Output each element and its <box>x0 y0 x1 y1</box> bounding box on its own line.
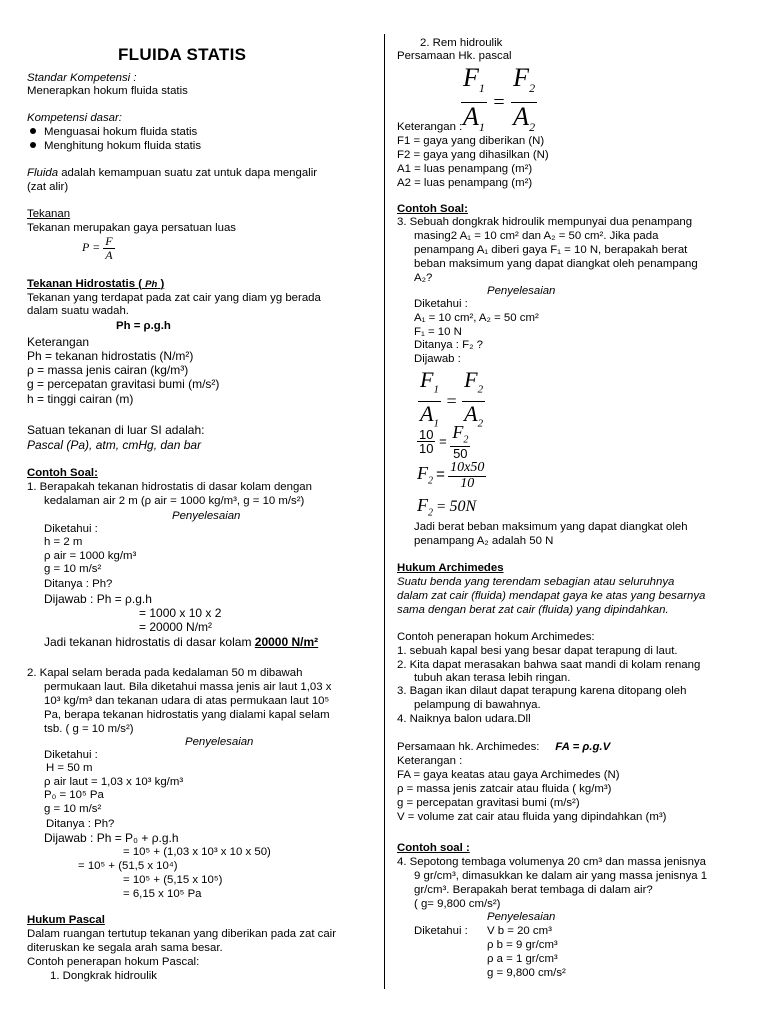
question-4: 4. Sepotong tembaga volumenya 20 cm³ dan massa jenisnya <box>397 856 706 868</box>
q1-diketahui: Diketahui : <box>44 523 98 535</box>
pascal-formula: $\frac{F_1}{A_1}$ = $\frac{F_2}{A_2}$ <box>463 63 536 135</box>
q2-step: = 10⁵ + (51,5 x 10⁴) <box>78 860 178 872</box>
archimedes-item-cont: pelampung di bawahnya. <box>414 699 541 711</box>
question-2-cont: 10³ kg/m³ dan tekanan udara di atas permukaan laut 10⁵ <box>44 695 330 707</box>
question-3: 3. Sebuah dongkrak hidroulik mempunyai dua penampang <box>397 216 693 228</box>
q3-areas: A₁ = 10 cm², A₂ = 50 cm² <box>414 312 539 324</box>
satuan-list: Pascal (Pa), atm, cmHg, dan bar <box>27 438 202 452</box>
column-divider <box>384 34 385 989</box>
archimedes-keterangan-line: ρ = massa jenis zatcair atau fluida ( kg/m³) <box>397 783 612 795</box>
q3-answer-cont: penampang A₂ adalah 50 N <box>414 535 554 547</box>
question-1: 1. Berapakah tekanan hidrostatis di dasar kolam dengan <box>27 481 312 493</box>
keterangan-line: g = percepatan gravitasi bumi (m/s²) <box>27 377 220 391</box>
q1-step: = 20000 N/m² <box>139 620 213 634</box>
question-3-cont: masing2 A₁ = 10 cm² dan A₂ = 50 cm². Jika pada <box>414 230 659 242</box>
q3-result: $F_2 = 50N$ <box>417 495 477 519</box>
fluida-definition-cont: (zat alir) <box>27 181 69 193</box>
q2-g: g = 10 m/s² <box>44 803 102 815</box>
archimedes-item: 2. Kita dapat merasakan bahwa saat mandi di kolam renang <box>397 659 701 671</box>
question-2-cont: Pa, berapa tekanan hidrostatis yang dialami kapal selam <box>44 709 330 721</box>
contoh-soal-heading: Contoh Soal: <box>397 203 468 215</box>
q2-step: = 6,15 x 10⁵ Pa <box>123 888 202 900</box>
q1-rho: ρ air = 1000 kg/m³ <box>44 550 137 562</box>
q3-dijawab: Dijawab : <box>414 353 461 365</box>
q3-force: F₁ = 10 N <box>414 326 462 338</box>
archimedes-def-cont: sama dengan berat zat cair (fluida) yang dipindahkan. <box>397 604 669 616</box>
question-3-cont: penampang A₁ diberi gaya F₁ = 10 N, berapakah berat <box>414 244 688 256</box>
archimedes-item: 1. sebuah kapal besi yang besar dapat terapung di laut. <box>397 645 678 657</box>
q2-p0: P₀ = 10⁵ Pa <box>44 789 104 801</box>
q4-rho-b: ρ b = 9 gr/cm³ <box>487 939 558 951</box>
q2-dijawab: Dijawab : Ph = P₀ + ρ.g.h <box>44 831 179 845</box>
tekanan-heading: Tekanan <box>27 208 71 220</box>
q3-formula-pascal: $\frac{F_1}{A_1}$ = $\frac{F_2}{A_2}$ <box>420 367 484 430</box>
q3-answer: Jadi berat beban maksimum yang dapat diangkat oleh <box>414 521 688 533</box>
pascal-def: Dalam ruangan tertutup tekanan yang diberikan pada zat cair <box>27 928 337 940</box>
keterangan-line: h = tinggi cairan (m) <box>27 392 134 406</box>
pascal-keterangan-line: A1 = luas penampang (m²) <box>397 163 533 175</box>
question-2-cont: tsb. ( g = 10 m/s²) <box>44 723 134 735</box>
question-3-cont: beban maksimum yang dapat diangkat oleh penampang <box>414 258 698 270</box>
satuan-text: Satuan tekanan di luar SI adalah: <box>27 423 205 437</box>
q4-rho-a: ρ a = 1 gr/cm³ <box>487 953 558 965</box>
bullet-icon <box>30 142 36 148</box>
archimedes-def: Suatu benda yang terendam sebagian atau seluruhnya <box>397 576 675 588</box>
q1-step: = 1000 x 10 x 2 <box>139 606 222 620</box>
q2-h: H = 50 m <box>46 762 93 774</box>
q2-ditanya: Ditanya : Ph? <box>46 818 115 830</box>
archimedes-item-cont: tubuh akan terasa lebih ringan. <box>414 672 571 684</box>
penyelesaian-label: Penyelesaian <box>487 911 556 923</box>
pascal-keterangan-line: F1 = gaya yang diberikan (N) <box>397 135 545 147</box>
hidrostatis-def-cont: dalam suatu wadah. <box>27 305 129 317</box>
q2-diketahui: Diketahui : <box>44 749 98 761</box>
question-4-cont: 9 gr/cm³, dimasukkan ke dalam air yang massa jenisnya 1 <box>414 870 708 882</box>
pascal-item: 1. Dongkrak hidroulik <box>50 970 157 982</box>
standar-kompetensi-label: Standar Kompetensi : <box>27 72 137 84</box>
penyelesaian-label: Penyelesaian <box>487 285 556 297</box>
q4-volume: V b = 20 cm³ <box>487 925 552 937</box>
pascal-contoh: Contoh penerapan hokum Pascal: <box>27 956 200 968</box>
pressure-formula: P = $\frac{F}{A}$ <box>82 234 113 262</box>
q1-g: g = 10 m/s² <box>44 563 102 575</box>
keterangan-line: Ph = tekanan hidrostatis (N/m²) <box>27 349 194 363</box>
question-2: 2. Kapal selam berada pada kedalaman 50 m dibawah <box>27 667 303 679</box>
pascal-item: 2. Rem hidroulik <box>420 37 503 49</box>
hidrostatis-def: Tekanan yang terdapat pada zat cair yang diam yg berada <box>27 292 321 304</box>
pascal-keterangan-label: Keterangan : <box>397 121 463 133</box>
q3-diketahui: Diketahui : <box>414 298 468 310</box>
archimedes-item: 3. Bagan ikan dilaut dapat terapung karena ditopang oleh <box>397 685 687 697</box>
q2-rho: ρ air laut = 1,03 x 10³ kg/m³ <box>44 776 184 788</box>
kompetensi-item: Menguasai hokum fluida statis <box>30 126 197 140</box>
archimedes-persamaan: Persamaan hk. Archimedes: FA = ρ.g.V <box>397 741 611 753</box>
archimedes-def-cont: dalam zat cair (fluida) mendapat gaya ke atas yang besarnya <box>397 590 706 602</box>
keterangan-label: Keterangan <box>27 335 90 349</box>
q1-answer: Jadi tekanan hidrostatis di dasar kolam 20000 N/m² <box>44 635 319 649</box>
question-3-cont: A₂? <box>414 272 433 284</box>
tekanan-definition: Tekanan merupakan gaya persatuan luas <box>27 222 236 234</box>
penyelesaian-label: Penyelesaian <box>185 736 254 748</box>
archimedes-keterangan-line: FA = gaya keatas atau gaya Archimedes (N) <box>397 769 620 781</box>
q2-step: = 10⁵ + (1,03 x 10³ x 10 x 50) <box>123 846 271 858</box>
question-4-cont: gr/cm³. Berapakah berat tembaga di dalam air? <box>414 884 653 896</box>
hidrostatis-formula: Ph = ρ.g.h <box>116 320 171 332</box>
question-2-cont: permukaan laut. Bila diketahui massa jenis air laut 1,03 x <box>44 681 332 693</box>
archimedes-keterangan-line: g = percepatan gravitasi bumi (m/s²) <box>397 797 580 809</box>
q3-calc: $F_2$ = $\frac{10x50}{10}$ <box>417 460 485 491</box>
pascal-def-cont: diteruskan ke segala arah sama besar. <box>27 942 223 954</box>
pascal-keterangan-line: F2 = gaya yang dihasilkan (N) <box>397 149 549 161</box>
pascal-heading: Hukum Pascal <box>27 914 105 926</box>
q1-ditanya: Ditanya : Ph? <box>44 578 113 590</box>
pascal-keterangan-line: A2 = luas penampang (m²) <box>397 177 533 189</box>
kompetensi-dasar-label: Kompetensi dasar: <box>27 112 122 124</box>
q1-dijawab: Dijawab : Ph = ρ.g.h <box>44 592 152 606</box>
hidrostatis-heading: Tekanan Hidrostatis ( Ph ) <box>27 278 165 290</box>
kompetensi-item: Menghitung hokum fluida statis <box>30 140 201 154</box>
archimedes-item: 4. Naiknya balon udara.Dll <box>397 713 531 725</box>
archimedes-keterangan-line: V = volume zat cair atau fluida yang dipindahkan (m³) <box>397 811 667 823</box>
bullet-icon <box>30 128 36 134</box>
q3-substitution: $\frac{10}{10}$ = $\frac{F_2}{50}$ <box>419 422 469 462</box>
q3-ditanya: Ditanya : F₂ ? <box>414 339 483 351</box>
contoh-soal-heading: Contoh soal : <box>397 842 470 854</box>
contoh-soal-heading: Contoh Soal: <box>27 467 98 479</box>
q1-h: h = 2 m <box>44 536 83 548</box>
question-1-cont: kedalaman air 2 m (ρ air = 1000 kg/m³, g = 10 m/s²) <box>44 495 305 507</box>
keterangan-line: ρ = massa jenis cairan (kg/m³) <box>27 363 189 377</box>
q4-g: g = 9,800 cm/s² <box>487 967 566 979</box>
fluida-definition: Fluida adalah kemampuan suatu zat untuk dapa mengalir <box>27 167 318 179</box>
persamaan-pascal: Persamaan Hk. pascal <box>397 50 512 62</box>
penyelesaian-label: Penyelesaian <box>172 510 241 522</box>
question-4-cont: ( g= 9,800 cm/s²) <box>414 898 501 910</box>
archimedes-heading: Hukum Archimedes <box>397 562 504 574</box>
q4-diketahui: Diketahui : <box>414 925 468 937</box>
q2-step: = 10⁵ + (5,15 x 10⁵) <box>123 874 223 886</box>
archimedes-keterangan-label: Keterangan : <box>397 755 463 767</box>
archimedes-contoh: Contoh penerapan hokum Archimedes: <box>397 631 595 643</box>
page-title: FLUIDA STATIS <box>118 45 247 64</box>
standar-kompetensi-text: Menerapkan hokum fluida statis <box>27 85 188 97</box>
